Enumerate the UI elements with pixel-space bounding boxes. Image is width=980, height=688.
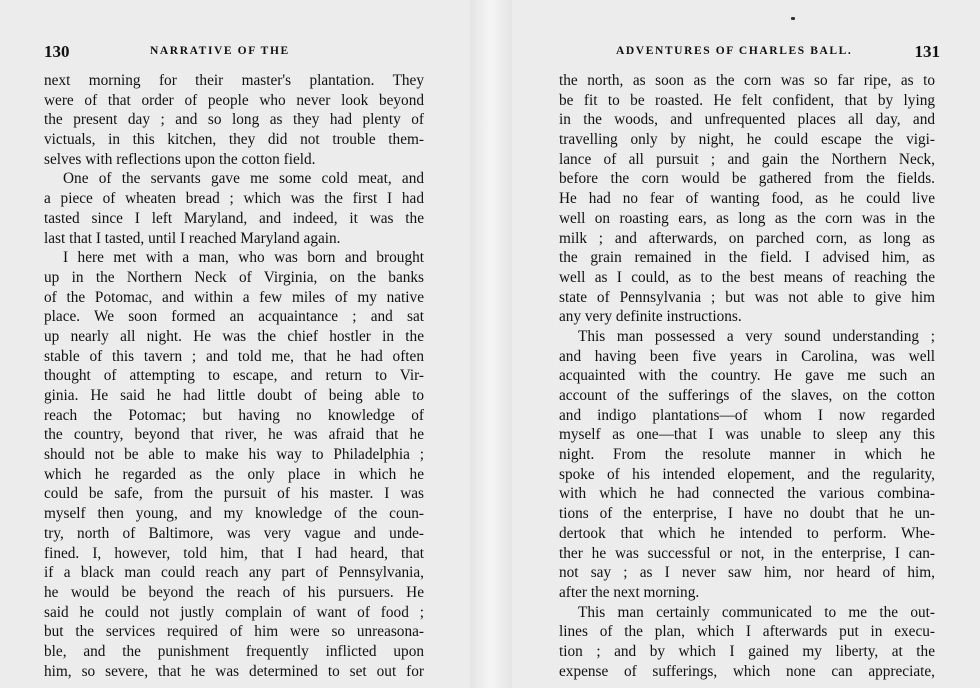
right-page	[512, 0, 980, 688]
text-line: lines of the plan, which I afterwards put in execu-	[559, 623, 935, 641]
text-line: the present day ; and so long as they had plenty of	[44, 111, 424, 129]
text-line: he would be beyond the reach of his pursuers. He	[44, 583, 424, 601]
right-running-title: ADVENTURES OF CHARLES BALL.	[616, 45, 853, 57]
text-line: a piece of wheaten bread ; which was the first I had	[44, 190, 424, 208]
text-line: myself then young, and my knowledge of the coun-	[44, 505, 424, 523]
right-page-number: 131	[914, 42, 940, 61]
text-line: expense of sufferings, which none can appreciate,	[559, 662, 935, 680]
text-line: said he could not justly complain of want of food ;	[44, 603, 424, 621]
text-line: acquainted with the country. He gave me such an	[559, 367, 935, 385]
text-line: with which he had connected the various combina-	[559, 485, 935, 503]
book-gutter	[470, 0, 512, 688]
text-line: up nearly all night. He was the chief hostler in the	[44, 327, 424, 345]
text-line: if a black man could reach any part of Pennsylvania,	[44, 564, 424, 582]
text-line: account of the sufferings of the slaves, on the cotton	[559, 387, 935, 404]
left-running-head	[44, 42, 444, 62]
text-line: lance of all pursuit ; and gain the Northern Neck,	[559, 150, 935, 168]
text-line: the north, as soon as the corn was so far ripe, as to	[559, 72, 935, 89]
text-line: ginia. He said he had little doubt of being able to	[44, 387, 424, 404]
text-line: thought of attempting to escape, and return to Vir-	[44, 367, 424, 385]
text-line: well on roasting ears, as long as the corn was in the	[559, 209, 935, 227]
text-line: of the Potomac, and within a few miles of my native	[44, 288, 424, 306]
left-page-number: 130	[44, 42, 70, 61]
text-line: be fit to be roasted. He felt confident, that by lying	[559, 91, 935, 109]
left-running-title: NARRATIVE OF THE	[150, 45, 290, 57]
text-line: ble, and the punishment frequently inflicted upon	[44, 642, 424, 660]
right-page-text	[559, 71, 935, 681]
text-line: try, north of Baltimore, was very vague and unde-	[44, 524, 424, 542]
text-line: state of Pennsylvania ; but was not able to give him	[559, 288, 935, 306]
text-line: He had no fear of wanting food, as he could live	[559, 190, 935, 208]
text-line: tasted since I left Maryland, and indeed, it was the	[44, 209, 424, 227]
text-line: were of that order of people who never look beyond	[44, 91, 424, 109]
text-line: This man possessed a very sound understanding ;	[578, 327, 935, 345]
text-line: any very definite instructions.	[559, 308, 742, 326]
text-line: well as I could, as to the best means of reaching the	[559, 268, 935, 286]
text-line: travelling only by night, he could escape the vigi-	[559, 131, 935, 149]
text-line: ther he was successful or not, in the enterprise, I can-	[559, 544, 935, 562]
text-line: last that I tasted, until I reached Maryland again.	[44, 229, 341, 247]
text-line: fined. I, however, told him, that I had heard, that	[44, 544, 424, 562]
text-line: milk ; and afterwards, on parched corn, as long as	[559, 229, 935, 247]
left-page	[0, 0, 470, 688]
text-line: after the next morning.	[559, 583, 700, 601]
text-line: selves with reflections upon the cotton field.	[44, 150, 316, 168]
text-line: in the woods, and unfrequented places all day, and	[559, 111, 935, 129]
text-line: not say ; as I never saw him, nor heard of him,	[559, 564, 935, 582]
text-line: next morning for their master's plantation. They	[44, 72, 424, 89]
text-line: stable of this tavern ; and told me, that he had often	[44, 347, 424, 365]
text-line: but the services required of him were so unreasona-	[44, 623, 424, 641]
text-line: myself as one—that I was unable to sleep any this	[559, 426, 935, 444]
text-line: reach the Potomac; but having no knowledge of	[44, 406, 424, 424]
text-line: victuals, in this kitchen, they did not trouble them-	[44, 131, 424, 149]
text-line: spoke of his intended elopement, and the regularity,	[559, 465, 935, 483]
text-line: which he regarded as the only place in which he	[44, 465, 424, 483]
text-line: tions of the enterprise, I have no doubt that he un-	[559, 505, 935, 523]
text-line: One of the servants gave me some cold meat, and	[63, 170, 424, 188]
text-line: him, so severe, that he was determined to set out for	[44, 662, 424, 680]
right-running-head	[512, 42, 940, 62]
text-line: could be safe, from the pursuit of his master. I was	[44, 485, 424, 503]
text-line: and having been five years in Carolina, was well	[559, 347, 935, 365]
text-line: tion ; and by which I gained my liberty, at the	[559, 642, 935, 660]
text-line: I here met with a man, who was born and brought	[63, 249, 424, 267]
text-line: the country, beyond that river, he was afraid that he	[44, 426, 424, 444]
text-line: the grain remained in the field. I advised him, as	[559, 249, 935, 267]
text-line: up in the Northern Neck of Virginia, on the banks	[44, 268, 424, 286]
text-line: This man certainly communicated to me the out-	[578, 603, 935, 621]
text-line: dertook that which he intended to perform. Whe-	[559, 524, 935, 542]
text-line: should not be able to make his way to Philadelphia ;	[44, 446, 424, 464]
left-page-text	[44, 71, 424, 681]
text-line: place. We soon formed an acquaintance ; and sat	[44, 308, 424, 326]
text-line: and indigo plantations—of whom I now regarded	[559, 406, 935, 424]
text-line: night. From the resolute manner in which he	[559, 446, 935, 464]
text-line: before the corn would be gathered from the fields.	[559, 170, 935, 188]
